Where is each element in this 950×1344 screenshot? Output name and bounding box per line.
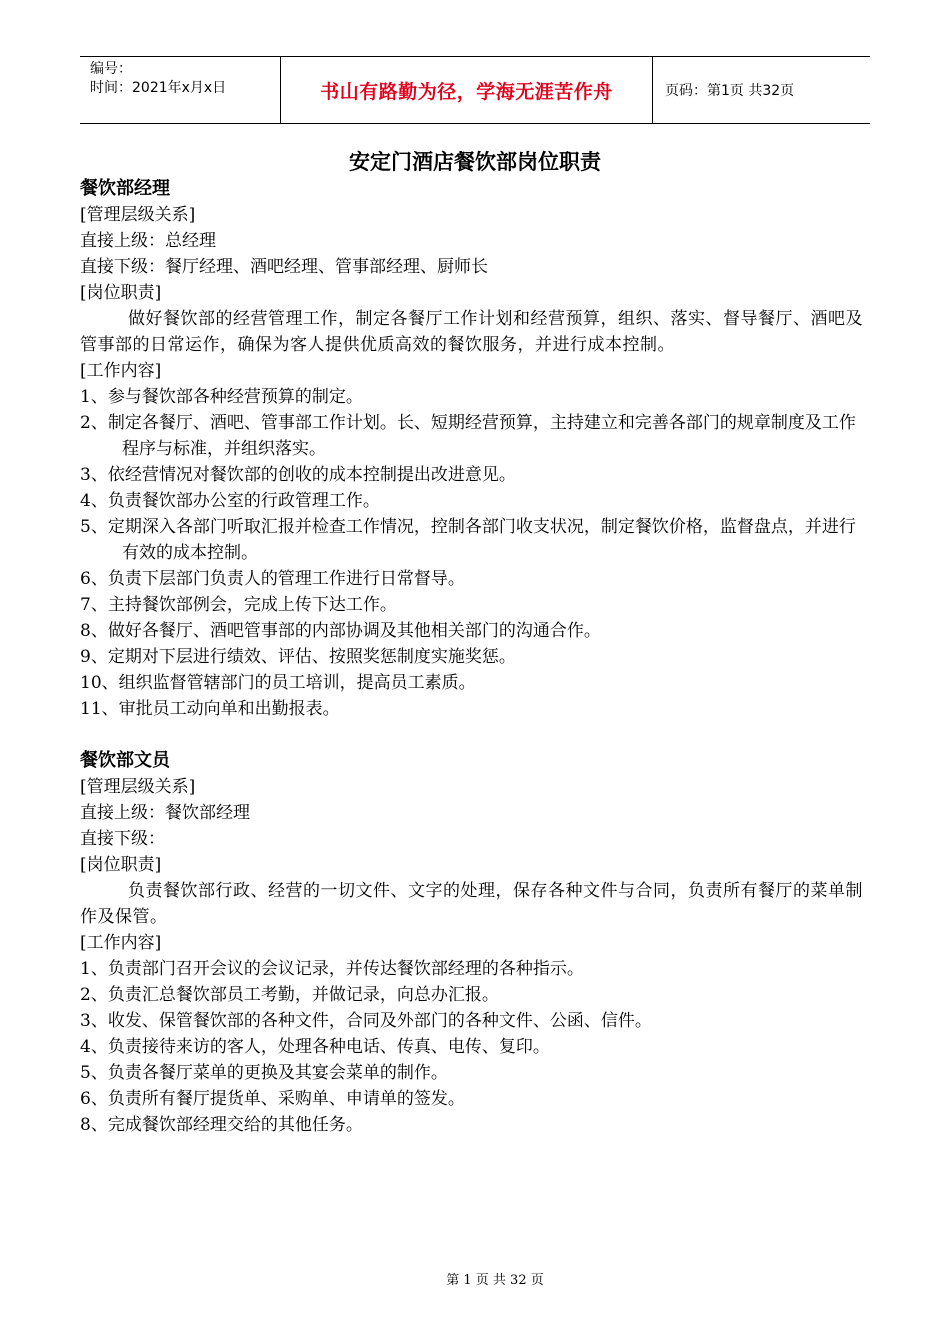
list-item: 7、主持餐饮部例会，完成上传下达工作。 — [80, 595, 397, 615]
page-footer: 第 1 页 共 32 页 — [446, 1273, 544, 1288]
list-item: 6、负责下层部门负责人的管理工作进行日常督导。 — [80, 569, 465, 589]
duty-text: 做好餐饮部的经营管理工作，制定各餐厅工作计划和经营预算，组织、落实、督导餐厅、酒吧及管事部的日常运作，确保为客人提供优质高效的餐饮服务，并进行成本控制。 — [80, 309, 863, 355]
list-item: 2、负责汇总餐饮部员工考勤，并做记录，向总办汇报。 — [80, 985, 499, 1005]
list-item: 6、负责所有餐厅提货单、采购单、申请单的签发。 — [80, 1089, 465, 1109]
header-motto: 书山有路勤为径，学海无涯苦作舟 — [281, 57, 653, 123]
direct-subordinate: 直接下级：餐厅经理、酒吧经理、管事部经理、厨师长 — [80, 257, 488, 277]
list-item: 3、依经营情况对餐饮部的创收的成本控制提出改进意见。 — [80, 465, 516, 485]
direct-subordinate: 直接下级： — [80, 829, 165, 849]
page-title: 安定门酒店餐饮部岗位职责 — [349, 149, 601, 174]
section-heading: 餐饮部经理 — [80, 178, 170, 199]
duty-text: 负责餐饮部行政、经营的一切文件、文字的处理，保存各种文件与合同，负责所有餐厅的菜单制作及保管。 — [80, 881, 863, 927]
list-item: 4、负责餐饮部办公室的行政管理工作。 — [80, 491, 380, 511]
list-item: 10、组织监督管辖部门的员工培训，提高员工素质。 — [80, 673, 476, 693]
list-item: 5、负责各餐厅菜单的更换及其宴会菜单的制作。 — [80, 1063, 448, 1083]
direct-superior: 直接上级：总经理 — [80, 231, 216, 251]
work-header: [工作内容] — [80, 933, 162, 953]
list-item: 3、收发、保管餐饮部的各种文件，合同及外部门的各种文件、公函、信件。 — [80, 1011, 652, 1031]
level-header: [管理层级关系] — [80, 777, 196, 797]
list-item: 1、负责部门召开会议的会议记录，并传达餐饮部经理的各种指示。 — [80, 959, 584, 979]
list-item: 8、完成餐饮部经理交给的其他任务。 — [80, 1115, 363, 1135]
list-item: 11、审批员工动向单和出勤报表。 — [80, 699, 340, 719]
section-spacer — [80, 722, 872, 748]
direct-superior: 直接上级：餐饮部经理 — [80, 803, 250, 823]
number-label: 编号： — [90, 61, 132, 77]
header-meta — [80, 57, 281, 123]
level-header: [管理层级关系] — [80, 205, 196, 225]
list-item: 4、负责接待来访的客人，处理各种电话、传真、电传、复印。 — [80, 1037, 550, 1057]
list-item: 9、定期对下层进行绩效、评估、按照奖惩制度实施奖惩。 — [80, 647, 516, 667]
list-item: 5、定期深入各部门听取汇报并检查工作情况，控制各部门收支状况，制定餐饮价格，监督盘点，并进行有效的成本控制。 — [80, 517, 856, 563]
work-header: [工作内容] — [80, 361, 162, 381]
section-heading: 餐饮部文员 — [80, 750, 170, 771]
list-item: 1、参与餐饮部各种经营预算的制定。 — [80, 387, 363, 407]
list-item: 8、做好各餐厅、酒吧管事部的内部协调及其他相关部门的沟通合作。 — [80, 621, 601, 641]
document-header — [80, 56, 870, 124]
document-body — [80, 176, 872, 1138]
list-item: 2、制定各餐厅、酒吧、管事部工作计划。长、短期经营预算，主持建立和完善各部门的规章制度及工作程序与标准，并组织落实。 — [80, 413, 856, 459]
duty-header: [岗位职责] — [80, 855, 162, 875]
header-page-code: 页码：第1页 共32页 — [665, 83, 795, 99]
time-label: 时间：2021年x月x日 — [90, 80, 227, 96]
duty-header: [岗位职责] — [80, 283, 162, 303]
